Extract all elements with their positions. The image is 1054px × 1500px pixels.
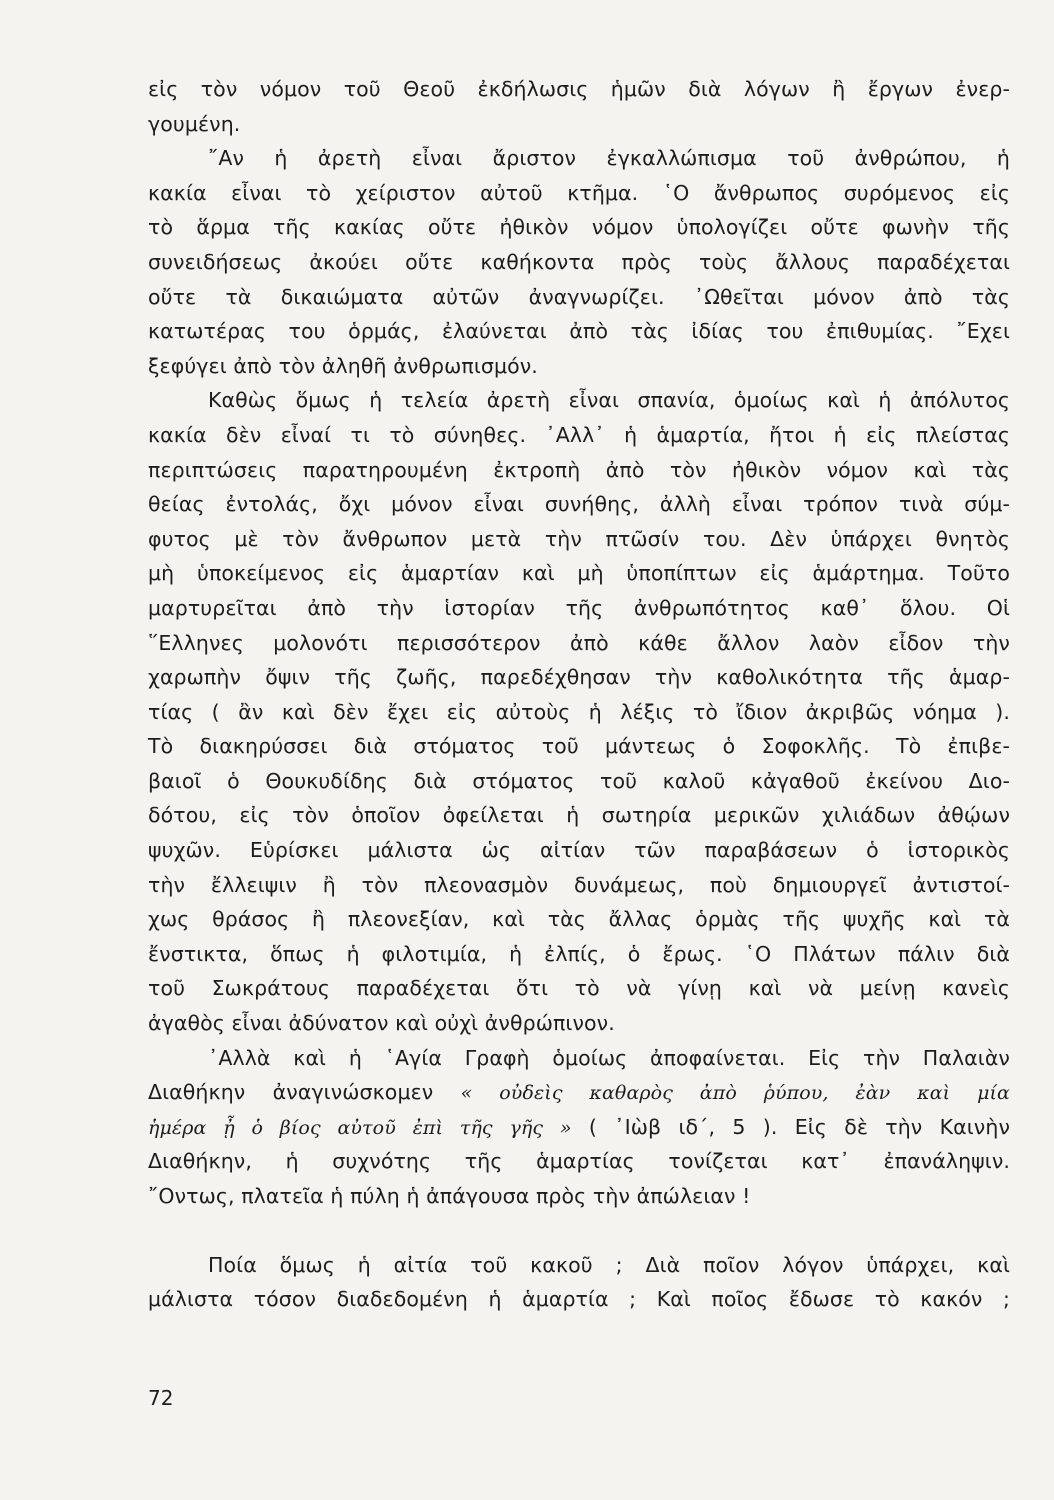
scripture-quote: « οὐδεὶς καθαρὸς ἀπὸ ῥύπου, ἐὰν καὶ μία: [460, 1082, 1010, 1105]
text-line: μάλιστα τόσον διαδεδομένη ἡ ἁμαρτία ; Καὶ ποῖος ἔδωσε τὸ κακόν ;: [148, 1287, 1010, 1312]
paragraph-gap: [148, 1214, 1010, 1248]
text-line: δότου, εἰς τὸν ὁποῖον ὀφείλεται ἡ σωτηρία μερικῶν χιλιάδων ἀθῴων: [148, 803, 1010, 828]
quote-line-prefix: Διαθήκην ἀναγινώσκομεν: [148, 1080, 434, 1105]
quote-line-suffix: ( ᾿Ιὼβ ιδ΄, 5 ). Εἰς δὲ τὴν Καινὴν: [588, 1114, 1010, 1139]
text-line: γουμένη.: [148, 111, 241, 136]
text-line: ῞Ελληνες μολονότι περισσότερον ἀπὸ κάθε ἄλλον λαὸν εἶδον τὴν: [148, 630, 1010, 655]
quote-line: [148, 1075, 1010, 1110]
text-line: τοῦ Σωκράτους παραδέχεται ὅτι τὸ νὰ γίνῃ καὶ νὰ μείνῃ κανεὶς: [148, 976, 1010, 1001]
text-line: ψυχῶν. Εὑρίσκει μάλιστα ὡς αἰτίαν τῶν παραβάσεων ὁ ἱστορικὸς: [148, 838, 1010, 863]
text-line: ῎Οντως, πλατεῖα ἡ πύλη ἡ ἀπάγουσα πρὸς τὴν ἀπώλειαν !: [148, 1184, 751, 1208]
text-line: θείας ἐντολάς, ὄχι μόνον εἶναι συνήθης, ἀλλὴ εἶναι τρόπον τινὰ σύμ-: [148, 492, 1010, 517]
page-text-block: [148, 72, 1010, 1317]
page-number: 72: [148, 1386, 174, 1410]
text-line: ᾿Αλλὰ καὶ ἡ ῾Αγία Γραφὴ ὁμοίως ἀποφαίνεται. Εἰς τὴν Παλαιὰν: [208, 1045, 1010, 1070]
text-line: περιπτώσεις παρατηρουμένη ἐκτροπὴ ἀπὸ τὸν ἠθικὸν νόμον καὶ τὰς: [148, 457, 1010, 482]
text-line: κακία εἶναι τὸ χείριστον αὐτοῦ κτῆμα. ῾Ο ἄνθρωπος συρόμενος εἰς: [148, 180, 1010, 205]
text-line: μὴ ὑποκείμενος εἰς ἁμαρτίαν καὶ μὴ ὑποπίπτων εἰς ἁμάρτημα. Τοῦτο: [148, 561, 1010, 586]
text-line: εἰς τὸν νόμον τοῦ Θεοῦ ἐκδήλωσις ἡμῶν διὰ λόγων ἢ ἔργων ἐνερ-: [148, 77, 1010, 101]
text-line: ῎Αν ἡ ἀρετὴ εἶναι ἄριστον ἐγκαλλώπισμα τοῦ ἀνθρώπου, ἡ: [208, 146, 1010, 171]
text-line: τίας ( ἂν καὶ δὲν ἔχει εἰς αὐτοὺς ἡ λέξις τὸ ἴδιον ἀκριβῶς νόημα ).: [148, 699, 1010, 724]
text-line: τὴν ἔλλειψιν ἢ τὸν πλεονασμὸν δυνάμεως, ποὺ δημιουργεῖ ἀντιστοί-: [148, 872, 1010, 897]
text-line: χως θράσος ἢ πλεονεξίαν, καὶ τὰς ἄλλας ὁρμὰς τῆς ψυχῆς καὶ τὰ: [148, 907, 1010, 932]
text-line: ἔνστικτα, ὅπως ἡ φιλοτιμία, ἡ ἐλπίς, ὁ ἔρως. ῾Ο Πλάτων πάλιν διὰ: [148, 941, 1010, 966]
text-line: κατωτέρας του ὁρμάς, ἐλαύνεται ἀπὸ τὰς ἰδίας του ἐπιθυμίας. ῎Εχει: [148, 319, 1010, 344]
text-line: ξεφύγει ἀπὸ τὸν ἀληθῆ ἀνθρωπισμόν.: [148, 353, 538, 378]
text-line: συνειδήσεως ἀκούει οὔτε καθήκοντα πρὸς τοὺς ἄλλους παραδέχεται: [148, 249, 1010, 274]
text-line: φυτος μὲ τὸν ἄνθρωπον μετὰ τὴν πτῶσίν του. Δὲν ὑπάρχει θνητὸς: [148, 526, 1010, 551]
text-line: Διαθήκην, ἡ συχνότης τῆς ἁμαρτίας τονίζεται κατ᾿ ἐπανάληψιν.: [148, 1149, 1010, 1174]
text-line: τὸ ἅρμα τῆς κακίας οὔτε ἠθικὸν νόμον ὑπολογίζει οὔτε φωνὴν τῆς: [148, 215, 1010, 240]
text-line: χαρωπὴν ὄψιν τῆς ζωῆς, παρεδέχθησαν τὴν καθολικότητα τῆς ἁμαρ-: [148, 665, 1010, 690]
text-line: ἀγαθὸς εἶναι ἀδύνατον καὶ οὐχὶ ἀνθρώπινον.: [148, 1011, 615, 1036]
text-line: Ποία ὅμως ἡ αἰτία τοῦ κακοῦ ; Διὰ ποῖον λόγον ὑπάρχει, καὶ: [208, 1252, 1010, 1277]
quote-line: [148, 1110, 1010, 1145]
text-line: Καθὼς ὅμως ἡ τελεία ἀρετὴ εἶναι σπανία, ὁμοίως καὶ ἡ ἀπόλυτος: [208, 388, 1010, 413]
scripture-quote: ἡμέρα ᾖ ὁ βίος αὐτοῦ ἐπὶ τῆς γῆς »: [148, 1116, 572, 1139]
text-line: κακία δὲν εἶναί τι τὸ σύνηθες. ᾿Αλλ᾿ ἡ ἁμαρτία, ἤτοι ἡ εἰς πλείστας: [148, 422, 1010, 447]
text-line: βαιοῖ ὁ Θουκυδίδης διὰ στόματος τοῦ καλοῦ κἀγαθοῦ ἐκείνου Διο-: [148, 768, 1010, 793]
text-line: Τὸ διακηρύσσει διὰ στόματος τοῦ μάντεως ὁ Σοφοκλῆς. Τὸ ἐπιβε-: [148, 734, 1010, 759]
text-line: μαρτυρεῖται ἀπὸ τὴν ἱστορίαν τῆς ἀνθρωπότητος καθ᾿ ὅλου. Οἱ: [148, 595, 1010, 620]
text-line: οὔτε τὰ δικαιώματα αὐτῶν ἀναγνωρίζει. ᾿Ωθεῖται μόνον ἀπὸ τὰς: [148, 284, 1010, 309]
